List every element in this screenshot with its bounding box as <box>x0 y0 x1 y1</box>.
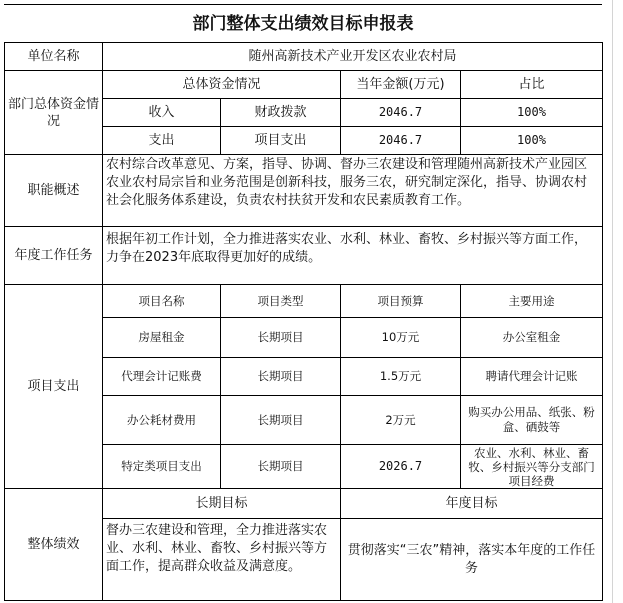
funding-section-label: 部门总体资金情况 <box>5 71 103 155</box>
project-type[interactable]: 长期项目 <box>221 358 341 396</box>
projects-header-type: 项目类型 <box>221 285 341 318</box>
long-term-text[interactable]: 督办三农建设和管理，全力推进落实农业、水利、林业、畜牧、乡村振兴等方面工作，提高群众收益及满意度。 <box>103 519 341 601</box>
projects-header-use: 主要用途 <box>461 285 603 318</box>
project-use[interactable]: 购买办公用品、纸张、粉盒、硒鼓等 <box>461 396 603 445</box>
annual-text[interactable]: 贯彻落实“三农”精神，落实本年度的工作任务 <box>341 519 603 601</box>
funding-header-amount: 当年金额(万元) <box>341 71 461 99</box>
expense-item[interactable]: 项目支出 <box>221 127 341 155</box>
funding-header-ratio: 占比 <box>461 71 603 99</box>
unit-row <box>5 43 603 71</box>
duties-row <box>5 155 603 227</box>
expense-label: 支出 <box>103 127 221 155</box>
project-use[interactable]: 聘请代理会计记账 <box>461 358 603 396</box>
performance-header-row <box>5 489 603 519</box>
project-name[interactable]: 特定类项目支出 <box>103 445 221 489</box>
funding-header-overall: 总体资金情况 <box>103 71 341 99</box>
income-item[interactable]: 财政拨款 <box>221 99 341 127</box>
income-label: 收入 <box>103 99 221 127</box>
project-budget[interactable]: 1.5万元 <box>341 358 461 396</box>
annual-header: 年度目标 <box>341 489 603 519</box>
projects-header-name: 项目名称 <box>103 285 221 318</box>
unit-value[interactable]: 随州高新技术产业开发区农业农村局 <box>103 43 603 71</box>
projects-header-budget: 项目预算 <box>341 285 461 318</box>
income-ratio[interactable]: 100% <box>461 99 603 127</box>
project-budget[interactable]: 2万元 <box>341 396 461 445</box>
annual-tasks-row <box>5 227 603 285</box>
project-budget[interactable]: 2026.7 <box>341 445 461 489</box>
income-amount[interactable]: 2046.7 <box>341 99 461 127</box>
funding-header-row <box>5 71 603 99</box>
expense-ratio[interactable]: 100% <box>461 127 603 155</box>
form-title: 部门整体支出绩效目标申报表 <box>4 4 602 43</box>
project-name[interactable]: 办公耗材费用 <box>103 396 221 445</box>
performance-label: 整体绩效 <box>5 489 103 601</box>
project-use[interactable]: 农业、水利、林业、畜牧、乡村振兴等分支部门项目经费 <box>461 445 603 489</box>
annual-tasks-text[interactable]: 根据年初工作计划，全力推进落实农业、水利、林业、畜牧、乡村振兴等方面工作，力争在2023年底取得更加好的成绩。 <box>103 227 603 285</box>
project-type[interactable]: 长期项目 <box>221 318 341 358</box>
duties-label: 职能概述 <box>5 155 103 227</box>
expense-amount[interactable]: 2046.7 <box>341 127 461 155</box>
annual-tasks-label: 年度工作任务 <box>5 227 103 285</box>
sheet-gridline <box>612 0 613 603</box>
project-use[interactable]: 办公室租金 <box>461 318 603 358</box>
form-table <box>4 42 603 601</box>
projects-header-row <box>5 285 603 318</box>
project-type[interactable]: 长期项目 <box>221 445 341 489</box>
project-name[interactable]: 房屋租金 <box>103 318 221 358</box>
unit-label: 单位名称 <box>5 43 103 71</box>
long-term-header: 长期目标 <box>103 489 341 519</box>
duties-text[interactable]: 农村综合改革意见、方案，指导、协调、督办三农建设和管理随州高新技术产业园区农业农村局宗旨和业务范围是创新科技，服务三农，研究制定深化，指导、协调农村社会化服务体系建设，负责农村扶贫开发和农民素质教育工作。 <box>103 155 603 227</box>
project-type[interactable]: 长期项目 <box>221 396 341 445</box>
project-name[interactable]: 代理会计记账费 <box>103 358 221 396</box>
project-budget[interactable]: 10万元 <box>341 318 461 358</box>
projects-label: 项目支出 <box>5 285 103 489</box>
